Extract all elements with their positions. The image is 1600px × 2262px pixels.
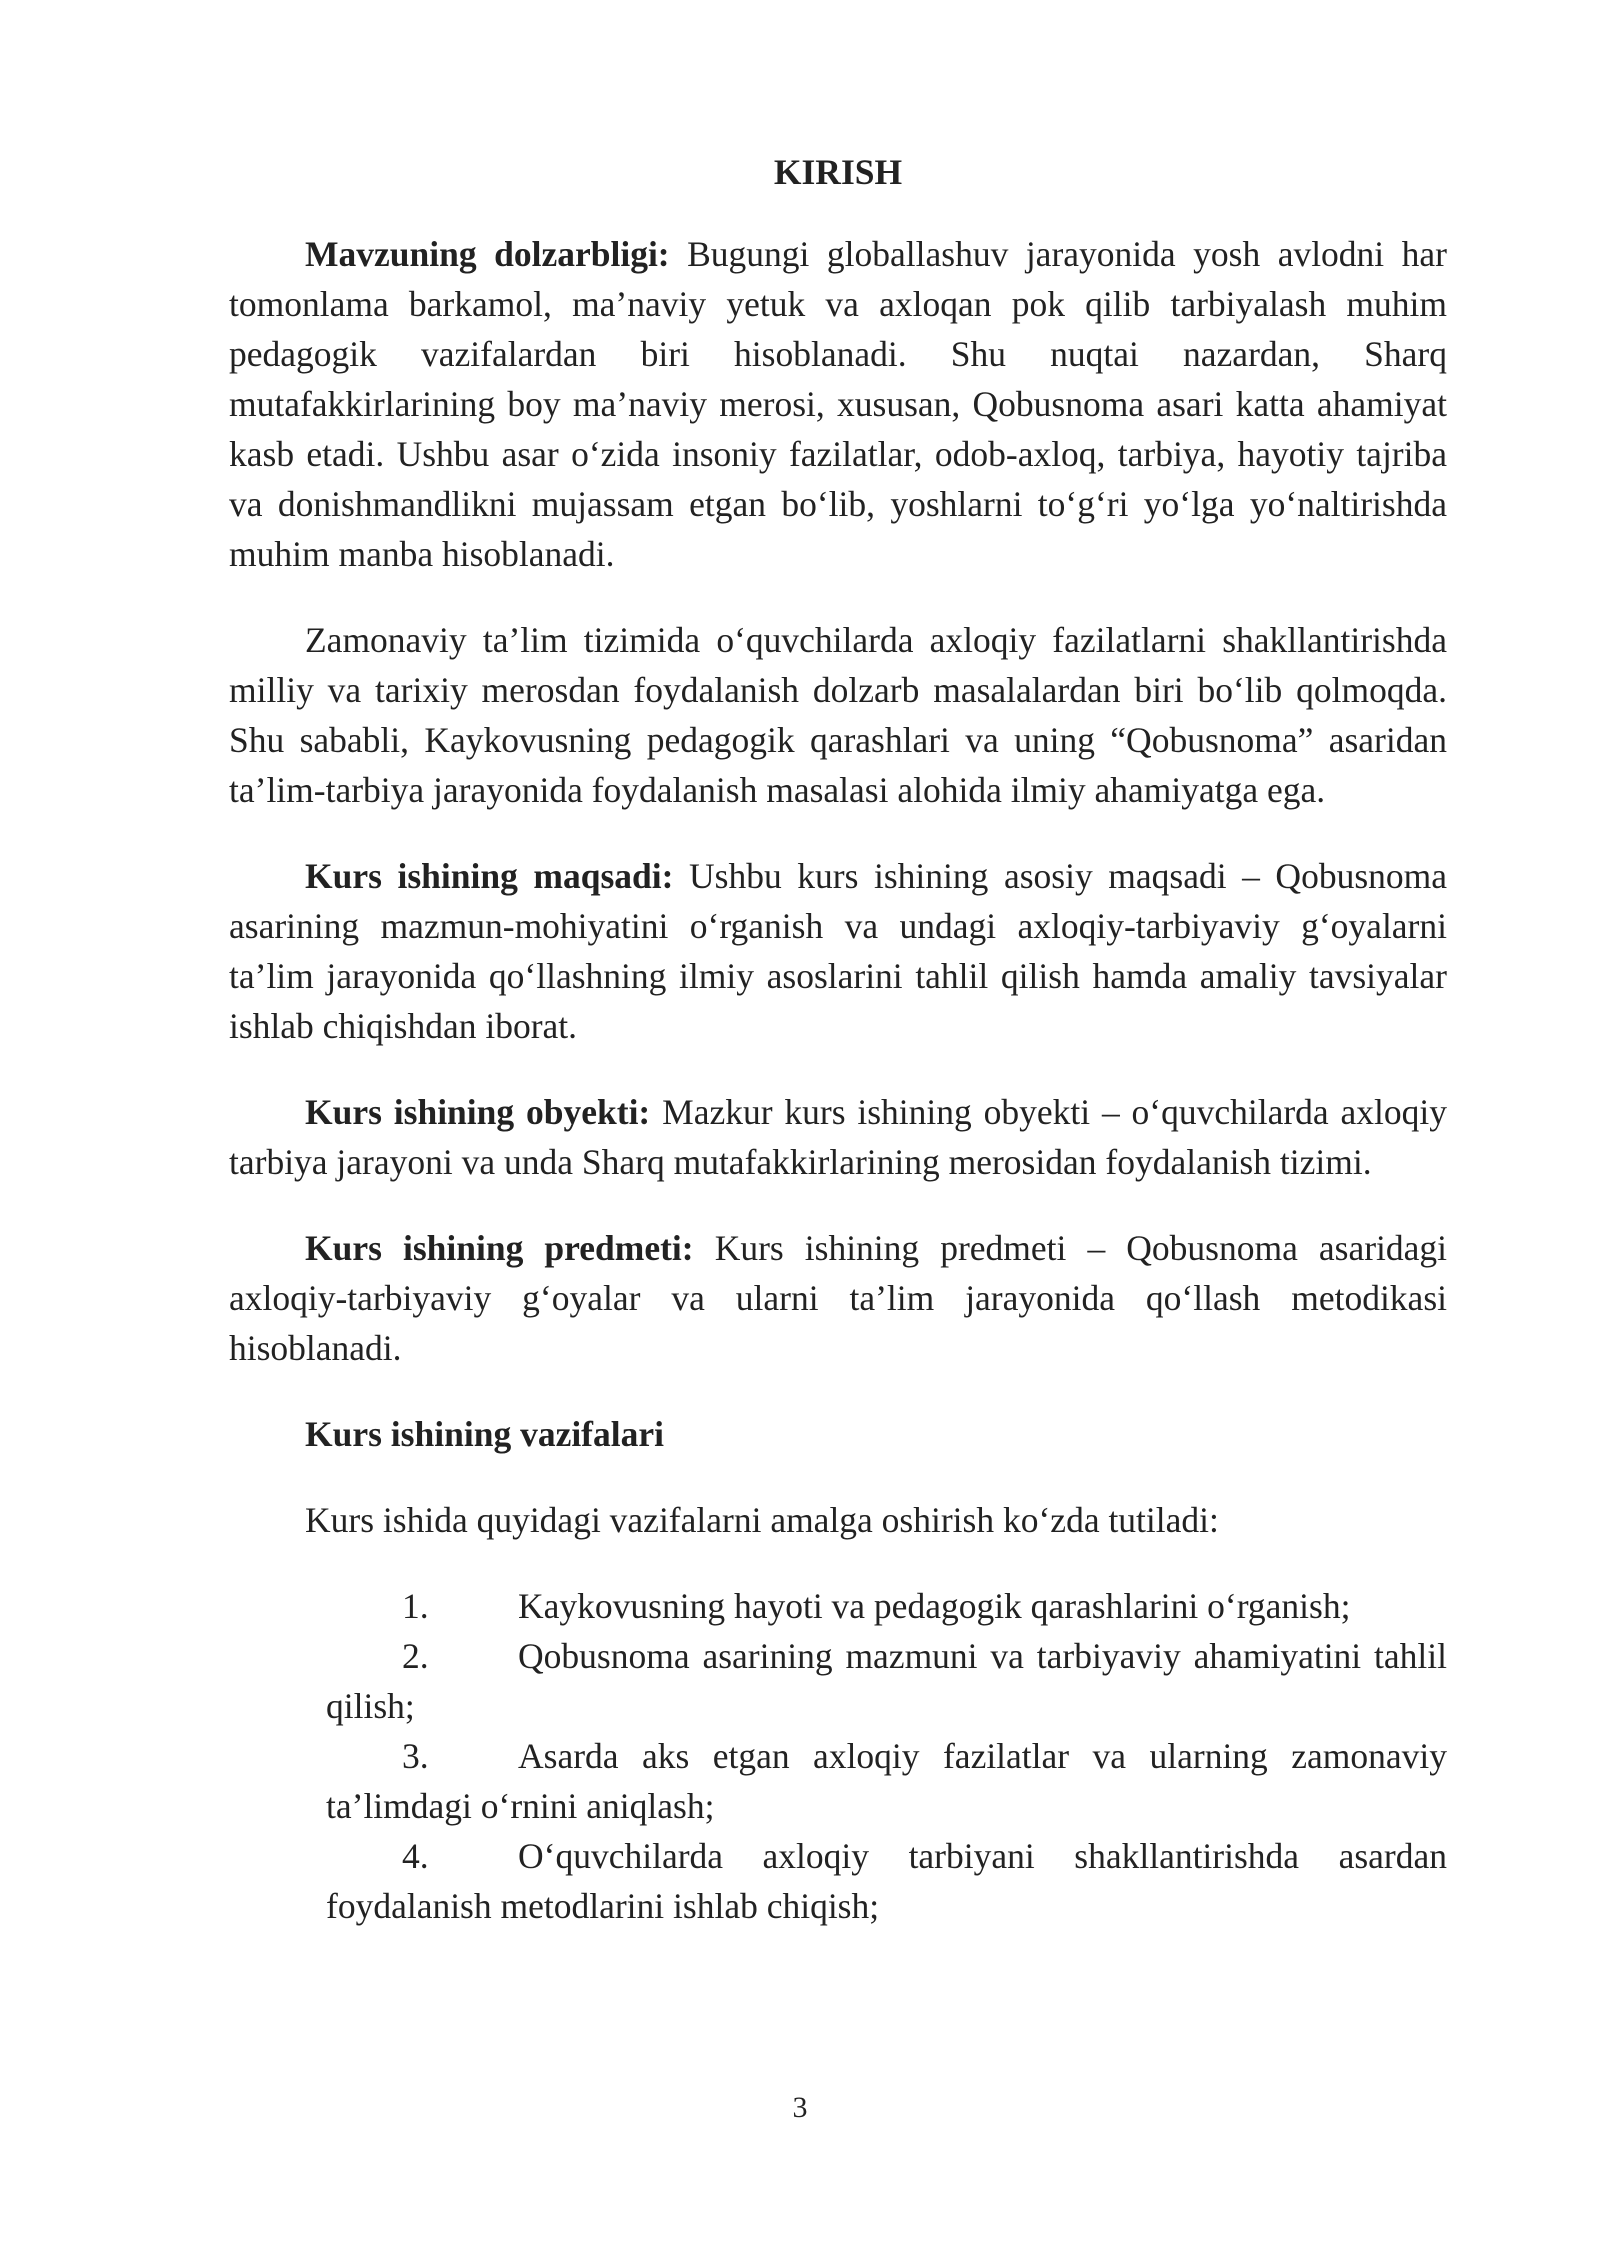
list-item — [326, 1731, 1447, 1831]
list-item-text: O‘quvchilarda axloqiy tarbiyani shakllantirishda asardan foydalanish metodlarini ishlab chiqish; — [326, 1836, 1447, 1926]
paragraph-label: Kurs ishining maqsadi: — [305, 856, 674, 896]
paragraph-text: Mazkur kurs ishining obyekti – o‘quvchilarda axloqiy tarbiya jarayoni va unda Sharq mutafakkirlarining merosidan foydalanish tizimi. — [229, 1092, 1448, 1182]
paragraph-text: Zamonaviy ta’lim tizimida o‘quvchilarda axloqiy fazilatlarni shakllantirishda milliy va tarixiy merosdan foydalanish dolzarb masalalardan biri bo‘lib qolmoqda. Shu sababli, Kaykovusning pedagogik qarashlari va uning “Qobusnoma” asaridan ta’lim-tarbiya jarayonida foydalanish masalasi alohida ilmiy ahamiyatga ega. — [229, 620, 1447, 810]
list-item-number: 2. — [402, 1636, 429, 1676]
page-number: 3 — [792, 2091, 808, 2124]
tasks-heading: Kurs ishining vazifalari — [305, 1414, 664, 1454]
list-item — [326, 1831, 1447, 1931]
paragraph-text: Bugungi globallashuv jarayonida yosh avlodni har tomonlama barkamol, ma’naviy yetuk va axloqan pok qilib tarbiyalash muhim pedagogik vazifalardan biri hisoblanadi. Shu nuqtai nazardan, Sharq mutafakkirlarining boy ma’naviy merosi, xususan, Qobusnoma asari katta ahamiyat kasb etadi. Ushbu asar o‘zida insoniy fazilatlar, odob-axloq, tarbiya, hayotiy tajriba va donishmandlikni mujassam etgan bo‘lib, yoshlarni to‘g‘ri yo‘lga yo‘naltirishda muhim manba hisoblanadi. — [229, 234, 1447, 574]
list-item — [326, 1631, 1447, 1731]
paragraph-text: Kurs ishining predmeti – Qobusnoma asaridagi axloqiy-tarbiyaviy g‘oyalar va ularni ta’lim jarayonida qo‘llash metodikasi hisoblanadi. — [229, 1228, 1448, 1368]
paragraph-label: Mavzuning dolzarbligi: — [305, 234, 670, 274]
paragraph-goal — [229, 851, 1447, 1051]
paragraph-label: Kurs ishining obyekti: — [305, 1092, 651, 1132]
tasks-intro: Kurs ishida quyidagi vazifalarni amalga oshirish ko‘zda tutiladi: — [305, 1500, 1219, 1540]
list-item — [326, 1581, 1447, 1631]
list-item-text: Kaykovusning hayoti va pedagogik qarashlarini o‘rganish; — [518, 1586, 1351, 1626]
tasks-list — [229, 1581, 1447, 1931]
list-item-number: 1. — [402, 1586, 429, 1626]
paragraph-subject — [229, 1223, 1447, 1373]
paragraph-relevance — [229, 229, 1447, 579]
paragraph-text: Ushbu kurs ishining asosiy maqsadi – Qobusnoma asarining mazmun-mohiyatini o‘rganish va undagi axloqiy-tarbiyaviy g‘oyalarni ta’lim jarayonida qo‘llashning ilmiy asoslarini tahlil qilish hamda amaliy tavsiyalar ishlab chiqishdan iborat. — [229, 856, 1447, 1046]
list-item-number: 3. — [402, 1736, 429, 1776]
list-item-text: Asarda aks etgan axloqiy fazilatlar va ularning zamonaviy ta’limdagi o‘rnini aniqlash; — [326, 1736, 1447, 1826]
list-item-text: Qobusnoma asarining mazmuni va tarbiyaviy ahamiyatini tahlil qilish; — [326, 1636, 1447, 1726]
page-title: KIRISH — [773, 152, 903, 192]
page-content — [229, 147, 1447, 1931]
paragraph-object — [229, 1087, 1447, 1187]
list-item-number: 4. — [402, 1836, 429, 1876]
paragraph-context — [229, 615, 1447, 815]
paragraph-label: Kurs ishining predmeti: — [305, 1228, 694, 1268]
